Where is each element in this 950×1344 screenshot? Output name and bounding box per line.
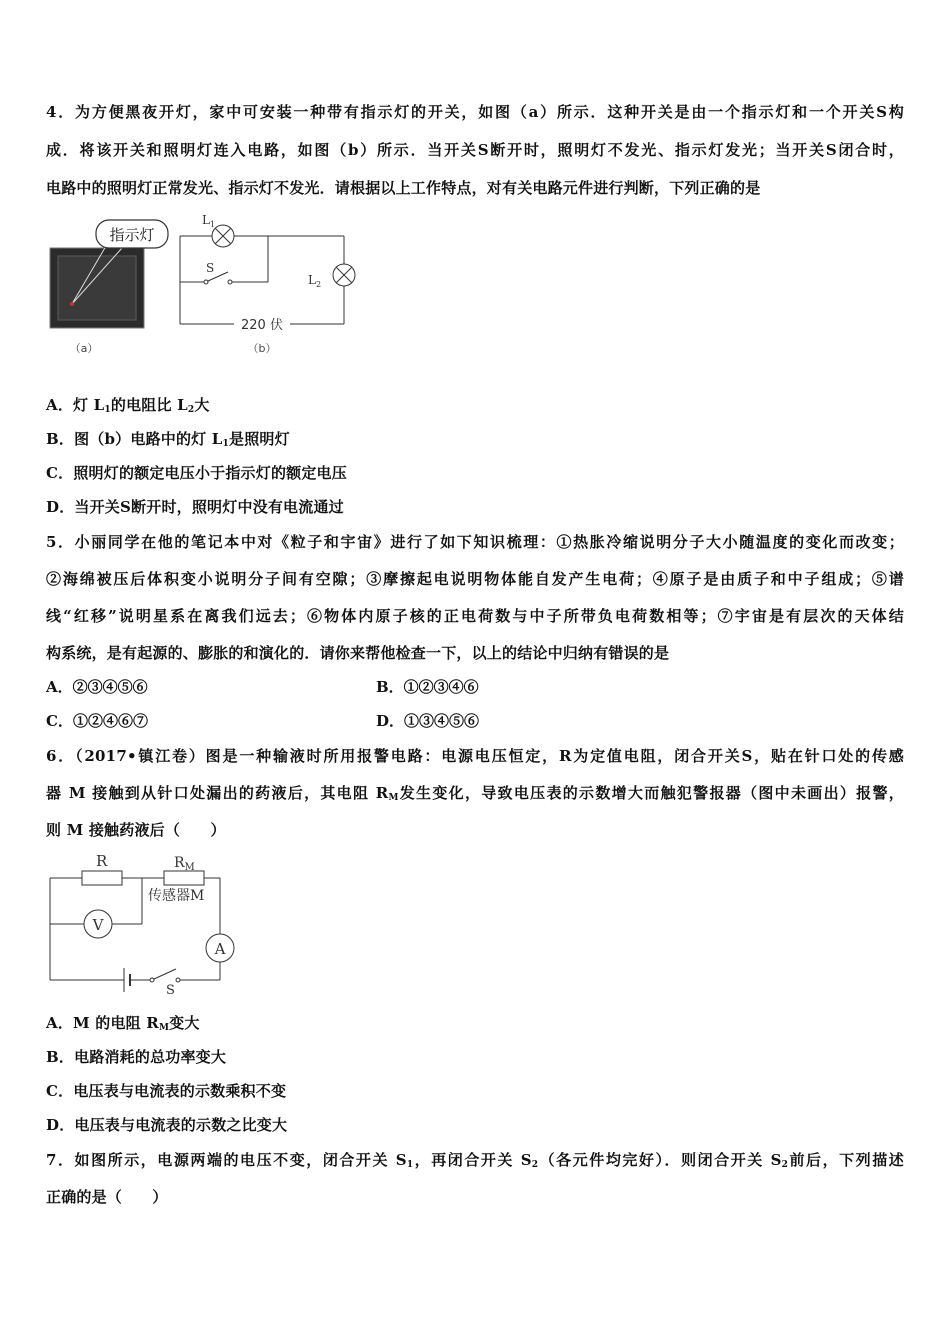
q4-figure bbox=[46, 212, 356, 362]
label-rm: $R_M$ bbox=[174, 855, 195, 873]
q5-line-2: ②海绵被压后体积变小说明分子间有空隙；③摩擦起电说明物体能自发产生电荷；④原子是由质子和中子组成；⑤谱 bbox=[46, 570, 904, 588]
q5-line-1: 5．小丽同学在他的笔记本中对《粒子和宇宙》进行了如下知识梳理：①热胀冷缩说明分子大小随温度的变化而改变； bbox=[46, 533, 904, 551]
caption-a: （a） bbox=[69, 342, 99, 355]
q6-line-2: 器 M 接触到从针口处漏出的药液后，其电阻 $R_M$发生变化，导致电压表的示数增大而触犯警报器（图中未画出）报警， bbox=[46, 784, 904, 803]
q5-option-b: B．①②③④⑥ bbox=[376, 678, 479, 696]
label-s: S bbox=[166, 983, 175, 998]
label-l1: $L_1$ bbox=[202, 213, 216, 229]
switch-icon bbox=[154, 969, 176, 979]
resistor-r-icon bbox=[82, 871, 122, 885]
q6-option-a: A．M 的电阻 $R_M$变大 bbox=[46, 1014, 200, 1033]
q5-option-a: A．②③④⑤⑥ bbox=[46, 678, 148, 696]
label-s: S bbox=[206, 261, 215, 275]
q5-option-c: C．①②④⑥⑦ bbox=[46, 712, 148, 730]
q5-option-d: D．①③④⑤⑥ bbox=[376, 712, 480, 730]
q6-line-1: 6．（2017•镇江卷）图是一种输液时所用报警电路：电源电压恒定，R为定值电阻，闭合开关S，贴在针口处的传感 bbox=[46, 747, 904, 765]
q7-line-2: 正确的是（ ） bbox=[46, 1188, 168, 1206]
q6-line-3: 则 M 接触药液后（ ） bbox=[46, 821, 226, 839]
q6-figure-svg bbox=[46, 848, 246, 998]
q4-option-d: D．当开关S断开时，照明灯中没有电流通过 bbox=[46, 498, 344, 516]
q6-option-b: B．电路消耗的总功率变大 bbox=[46, 1048, 227, 1066]
bubble-text: 指示灯 bbox=[109, 226, 155, 244]
q4-line-3: 电路中的照明灯正常发光、指示灯不发光．请根据以上工作特点，对有关电路元件进行判断，下列正确的是 bbox=[46, 179, 761, 197]
q6-option-c: C．电压表与电流表的示数乘积不变 bbox=[46, 1082, 287, 1100]
q4-figure-svg bbox=[46, 212, 356, 362]
label-l2: $L_2$ bbox=[308, 273, 322, 289]
q5-line-3: 线“红移”说明星系在离我们远去；⑥物体内原子核的正电荷数与中子所带负电荷数相等；⑦宇宙是有层次的天体结 bbox=[46, 607, 904, 625]
q4-line-1: 4．为方便黑夜开灯，家中可安装一种带有指示灯的开关，如图（a）所示．这种开关是由一个指示灯和一个开关S构 bbox=[46, 103, 904, 121]
q4-line-2: 成．将该开关和照明灯连入电路，如图（b）所示．当开关S断开时，照明灯不发光、指示灯发光；当开关S闭合时， bbox=[46, 141, 904, 159]
caption-b: （b） bbox=[247, 342, 277, 355]
resistor-rm-icon bbox=[164, 871, 204, 885]
q4-option-a: A．灯 $L_1$的电阻比 $L_2$大 bbox=[46, 396, 210, 415]
q4-option-c: C．照明灯的额定电压小于指示灯的额定电压 bbox=[46, 464, 347, 482]
voltmeter-label: V bbox=[92, 916, 104, 934]
indicator-dot bbox=[70, 302, 74, 306]
sensor-label: 传感器M bbox=[148, 888, 205, 904]
switch-panel bbox=[58, 256, 136, 320]
label-r: R bbox=[96, 852, 108, 870]
q6-option-d: D．电压表与电流表的示数之比变大 bbox=[46, 1116, 288, 1134]
q4-option-b: B．图（b）电路中的灯 $L_1$是照明灯 bbox=[46, 430, 290, 449]
q7-line-1: 7．如图所示，电源两端的电压不变，闭合开关 $S_1$，再闭合开关 $S_2$（各元件均完好）．则闭合开关 $S_2$前后，下列描述 bbox=[46, 1151, 904, 1170]
q6-figure bbox=[46, 848, 246, 998]
voltage-label: 220 伏 bbox=[241, 318, 283, 333]
ammeter-label: A bbox=[214, 940, 226, 958]
q5-line-4: 构系统，是有起源的、膨胀的和演化的．请你来帮他检查一下，以上的结论中归纳有错误的是 bbox=[46, 644, 670, 662]
